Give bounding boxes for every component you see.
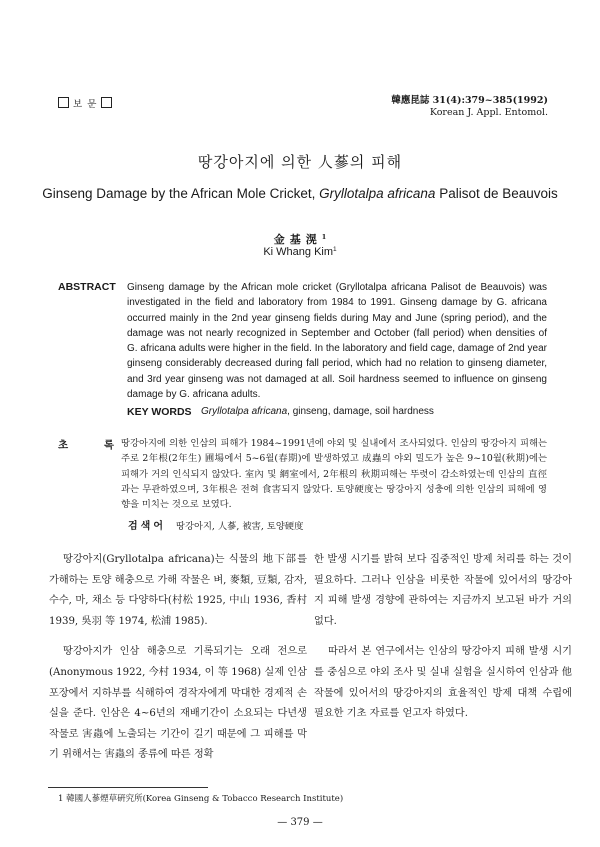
keywords-text [201, 406, 434, 417]
korean-keywords-text: 땅강아지, 人蔘, 被害, 토양硬度 [176, 521, 304, 532]
korean-abstract-label [58, 437, 114, 452]
title-english-species: Gryllotalpa africana [319, 186, 436, 201]
abstract-label: ABSTRACT [58, 281, 116, 293]
body-paragraph: 땅강아지(Gryllotalpa africana)는 식물의 地下部를 가해하는 토양 해충으로 가해 작물은 벼, 麥類, 豆類, 감자, 수수, 마, 채소 등 다양하다(村松 1925, 中山 1936, 香村 1939, 吳羽 等 1974, 松浦 1985). [49, 554, 307, 627]
author-affiliation-mark: 1 [321, 233, 327, 241]
keywords-species: Gryllotalpa africana [201, 406, 288, 417]
body-paragraph: 한 발생 시기를 밝혀 보다 집중적인 방제 처리를 하는 것이 필요하다. 그러나 인삼을 비롯한 작물에 있어서의 땅강아지 피해 발생 경향에 관하여는 지금까지 보고된 바가 거의 없다. [314, 554, 572, 627]
keywords-rest: , ginseng, damage, soil hardness [287, 406, 434, 417]
author-english [0, 246, 600, 258]
box-right-icon [101, 97, 112, 108]
korean-keywords-label: 검색어 [128, 521, 166, 532]
keywords-label: KEY WORDS [127, 406, 192, 418]
article-type-text: 보 문 [73, 99, 98, 110]
title-korean: 땅강아지에 의한 人蔘의 피해 [197, 153, 403, 171]
journal-header [391, 95, 548, 119]
abstract-text: Ginseng damage by the African mole cricket (Gryllotalpa africana Palisot de Beauvois) was investigated in the field and laboratory from 1984 to 1991. Ginseng damage by G. africana occurred mainly in the 2nd year ginseng fields during May and June (spring period), and the damage was not nearly recognized in September and October (fall period) when densities of G. africana adults were higher in the field. In the laboratory and field cage, damage of 2nd year ginseng considerably decreased during fall period, which had no relation to ginseng diameter, and 3rd year ginseng was not damaged at all. Soil hardness seemed to influence on ginseng damage by G. africana adults. [127, 282, 547, 401]
body-left-column [49, 550, 307, 776]
korean-abstract-label-2: 록 [103, 439, 114, 451]
author-english-name: Ki Whang Kim [263, 246, 334, 258]
body-paragraph: 따라서 본 연구에서는 인삼의 땅강아지 피해 발생 시기를 중심으로 야외 조사 및 실내 실험을 실시하여 인삼과 他 작물에 있어서의 땅강아지의 효율적인 방제 대책 수립에 필요한 기초 자료를 얻고자 하였다. [314, 646, 572, 720]
box-left-icon [58, 97, 69, 108]
body-right-column [314, 550, 572, 735]
footnote: 1 韓國人蔘煙草硏究所(Korea Ginseng & Tobacco Research Institute) [58, 794, 344, 804]
article-type-label [58, 96, 112, 110]
journal-citation: 韓應昆誌 31(4):379~385(1992) [391, 95, 548, 106]
footnote-divider [48, 787, 208, 788]
korean-abstract-label-1: 초 [58, 439, 69, 451]
title-english-prefix: Ginseng Damage by the African Mole Cricket, [42, 186, 320, 201]
author-english-affiliation-mark: 1 [333, 246, 337, 253]
author-korean-name: 金基滉 [273, 233, 322, 246]
journal-name-en: Korean J. Appl. Entomol. [429, 107, 548, 118]
body-paragraph: 땅강아지가 인삼 해충으로 기록되기는 오래 전으로(Anonymous 1922, 今村 1934, 이 等 1968) 실제 인삼 포장에서 지하부를 식해하여 경작자에게 막대한 경제적 손실을 준다. 인삼은 4~6년의 재배기간이 소요되는 다년생작물로 害蟲에 노출되는 기간이 길기 때문에 그 피해를 막기 위해서는 害蟲의 종류에 따른 정확 [49, 646, 307, 761]
author-korean [0, 231, 600, 247]
title-english [0, 186, 600, 201]
korean-abstract-text: 땅강아지에 의한 인삼의 피해가 1984~1991년에 야외 및 실내에서 조사되었다. 인삼의 땅강아지 피해는 주로 2年根(2年生) 圃場에서 5~6월(春期)에 발생하였고 成蟲의 야외 밀도가 높은 9~10월(秋期)에는 피해가 거의 인식되지 않았다. 室內 및 網室에서, 2年根의 秋期피해는 뚜렷이 감소하였는데 인삼의 直徑과는 무관하였으며, 3年根은 전혀 食害되지 않았다. 토양硬度는 땅강아지 성충에 의한 인삼의 피해에 영향을 미치는 것으로 보였다. [121, 438, 547, 511]
page-number: — 379 — [277, 817, 323, 828]
title-english-suffix: Palisot de Beauvois [435, 186, 558, 201]
